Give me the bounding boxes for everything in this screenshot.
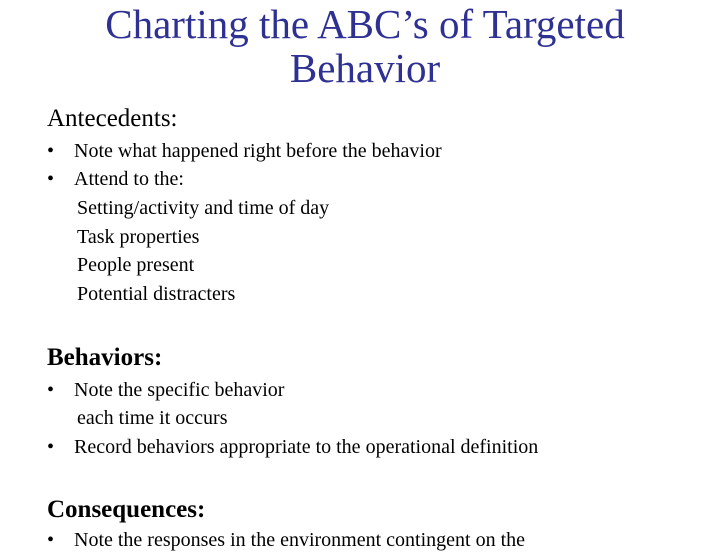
behaviors-bullet-2: Record behaviors appropriate to the operational definition bbox=[74, 436, 539, 458]
consequences-bullet-1: Note the responses in the environment contingent on the bbox=[74, 529, 526, 551]
antecedents-sub-item: Potential distracters bbox=[77, 283, 236, 305]
bullet-icon: • bbox=[47, 168, 55, 190]
behaviors-heading: Behaviors: bbox=[47, 344, 163, 371]
bullet-icon: • bbox=[47, 379, 55, 401]
antecedents-sub-item: Task properties bbox=[77, 226, 200, 248]
bullet-icon: • bbox=[47, 140, 55, 162]
behaviors-bullet-1-line-1: Note the specific behavior bbox=[74, 379, 285, 401]
bullet-icon: • bbox=[47, 529, 55, 551]
slide-title-line2: Behavior bbox=[289, 45, 441, 91]
antecedents-sub-item: People present bbox=[77, 254, 195, 276]
antecedents-bullet-2: Attend to the: bbox=[74, 168, 184, 190]
slide-title-line1: Charting the ABC’s of Targeted bbox=[105, 1, 625, 47]
consequences-heading: Consequences: bbox=[47, 496, 206, 523]
antecedents-sub-item: Setting/activity and time of day bbox=[77, 197, 330, 219]
antecedents-heading: Antecedents: bbox=[47, 105, 178, 132]
slide-title bbox=[0, 2, 720, 90]
bullet-icon: • bbox=[47, 436, 55, 458]
behaviors-bullet-1-line-2: each time it occurs bbox=[77, 407, 228, 429]
antecedents-bullet-1: Note what happened right before the behavior bbox=[74, 140, 442, 162]
